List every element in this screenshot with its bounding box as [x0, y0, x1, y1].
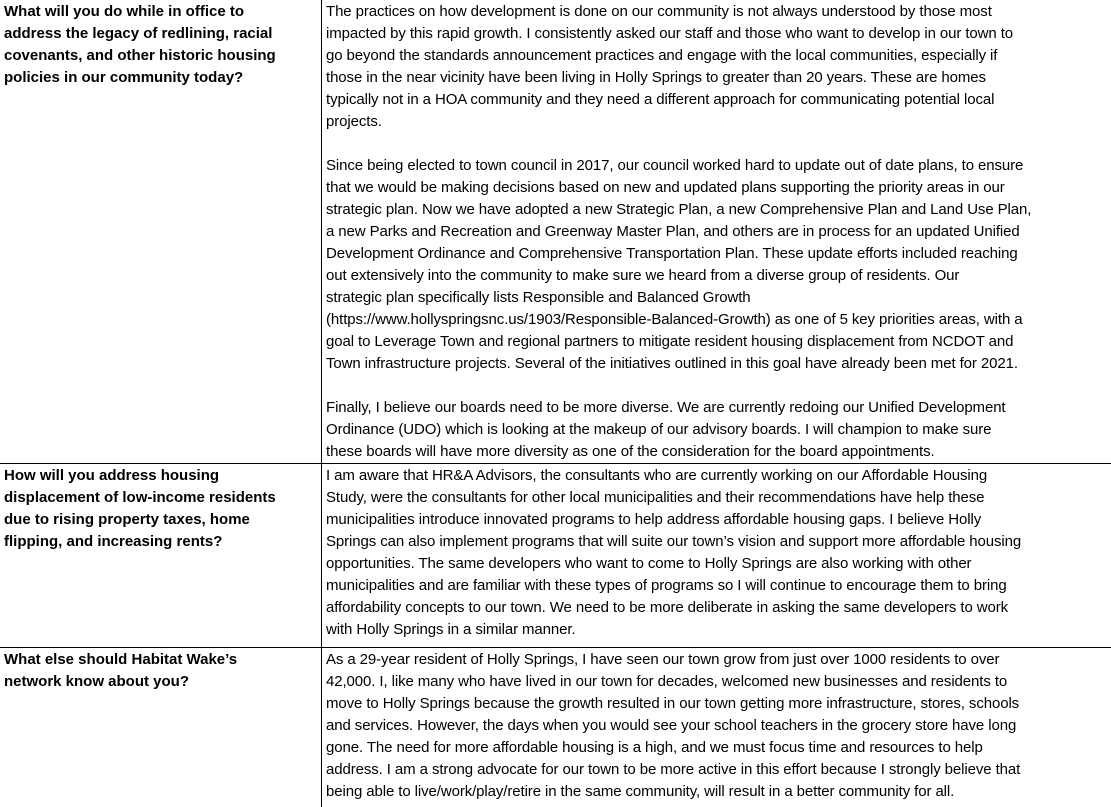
answer-cell [321, 0, 1111, 463]
answer-paragraph: Since being elected to town council in 2017, our council worked hard to update out of date plans, to ensure that we would be making decisions based on new and updated plans supporting the priority areas in our strategic plan. Now we have adopted a new Strategic Plan, a new Comprehensive Plan and Land Use Plan, a new Parks and Recreation and Greenway Master Plan, and others are in process for an updated Unified Development Ordinance and Comprehensive Transportation Plan. These update efforts included reaching out extensively into the community to make sure we heard from a diverse group of residents. Our strategic plan specifically lists Responsible and Balanced Growth (https://www.hollyspringsnc.us/1903/Responsible-Balanced-Growth) as one of 5 key priorities areas, with a goal to Leverage Town and regional partners to mitigate resident housing displacement from NCDOT and Town infrastructure projects. Several of the initiatives outlined in this goal have already been met for 2021. [326, 157, 1032, 372]
answer-cell [321, 464, 1111, 647]
answer-cell [321, 648, 1111, 807]
answer-paragraph: As a 29-year resident of Holly Springs, I have seen our town grow from just over 1000 residents to over 42,000. I, like many who have lived in our town for decades, welcomed new businesses and residents to move to Holly Springs because the growth resulted in our town getting more infrastructure, stores, schools and services. However, the days when you would see your school teachers in the grocery store have long gone. The need for more affordable housing is a high, and we must focus time and resources to help address. I am a strong advocate for our town to be more active in this effort because I strongly believe that being able to live/work/play/retire in the same community, will result in a better community for all. [326, 651, 1021, 800]
table-row [0, 648, 1111, 807]
question-cell: How will you address housing displacement of low-income residents due to rising property taxes, home flipping, and increasing rents? [4, 467, 276, 550]
table-row [0, 464, 1111, 648]
answer-paragraph: Finally, I believe our boards need to be more diverse. We are currently redoing our Unified Development Ordinance (UDO) which is looking at the makeup of our advisory boards. I will champion to make sure these boards will have more diversity as one of the consideration for the board appointments. [326, 399, 1006, 460]
question-cell: What will you do while in office to address the legacy of redlining, racial covenants, and other historic housing policies in our community today? [4, 3, 276, 86]
answer-paragraph: I am aware that HR&A Advisors, the consultants who are currently working on our Affordable Housing Study, were the consultants for other local municipalities and their recommendations have help these municipalities introduce innovated programs to help address affordable housing gaps. I believe Holly Springs can also implement programs that will suite our town’s vision and support more affordable housing opportunities. The same developers who want to come to Holly Springs are also working with other municipalities and are familiar with these types of programs so I will continue to encourage them to bring affordability concepts to our town. We need to be more deliberate in asking the same developers to work with Holly Springs in a similar manner. [326, 467, 1022, 638]
answer-paragraph: The practices on how development is done on our community is not always understood by those most impacted by this rapid growth. I consistently asked our staff and those who want to develop in our town to go beyond the standards announcement practices and engage with the local communities, especially if those in the near vicinity have been living in Holly Springs to greater than 20 years. These are homes typically not in a HOA community and they need a different approach for communicating potential local projects. [326, 3, 1014, 130]
question-cell: What else should Habitat Wake’s network know about you? [4, 651, 238, 690]
